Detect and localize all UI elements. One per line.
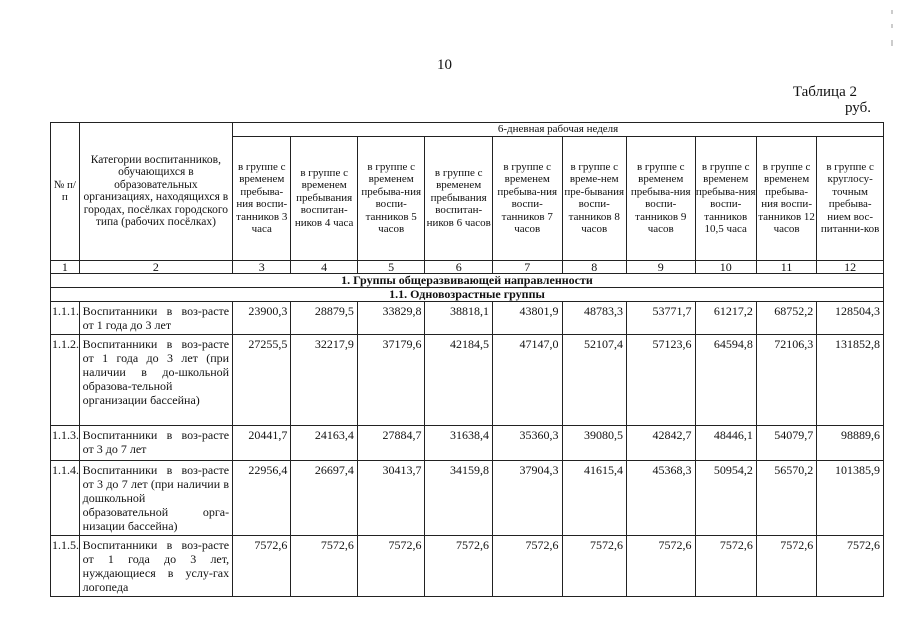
table-cell: 34159,8 (425, 460, 493, 535)
table-cell: 57123,6 (626, 334, 695, 425)
period-header: в группе с временем пребыва-ния воспи-танников 10,5 часа (695, 136, 756, 260)
table-cell: 52107,4 (562, 334, 626, 425)
table-cell: 7572,6 (562, 535, 626, 596)
page-number: 10 (437, 57, 452, 73)
table-cell: 33829,8 (357, 301, 425, 334)
column-number: 10 (695, 260, 756, 273)
row-category: Воспитанники в воз-расте от 1 года до 3 лет, нуждающиеся в услу-гах логопеда (79, 535, 232, 596)
table-row (51, 535, 884, 596)
table-cell: 98889,6 (817, 425, 884, 460)
column-number: 7 (492, 260, 562, 273)
table-cell: 68752,2 (756, 301, 816, 334)
row-category: Воспитанники в воз-расте от 1 года до 3 лет (при наличии в до-школьной образова-тельной организации бассейна) (79, 334, 232, 425)
row-category: Воспитанники в воз-расте от 1 года до 3 лет (79, 301, 232, 334)
table-cell: 37904,3 (492, 460, 562, 535)
table-row (51, 460, 884, 535)
table-cell: 128504,3 (817, 301, 884, 334)
table-cell: 28879,5 (291, 301, 358, 334)
scan-specks (887, 0, 897, 640)
table-cell: 26697,4 (291, 460, 358, 535)
column-number: 9 (626, 260, 695, 273)
period-header: в группе с временем пребыва-ния воспи-танников 3 часа (233, 136, 291, 260)
table-cell: 41615,4 (562, 460, 626, 535)
column-number: 8 (562, 260, 626, 273)
column-number: 1 (51, 260, 80, 273)
subsection-heading: 1.1. Одновозрастные группы (51, 287, 884, 301)
column-number-row (51, 260, 884, 273)
table-cell: 32217,9 (291, 334, 358, 425)
period-header: в группе с временем пребывания воспитан-ников 4 часа (291, 136, 358, 260)
table-cell: 7572,6 (695, 535, 756, 596)
table-cell: 30413,7 (357, 460, 425, 535)
tariff-table (50, 122, 884, 597)
table-cell: 131852,8 (817, 334, 884, 425)
table-cell: 45368,3 (626, 460, 695, 535)
column-number: 4 (291, 260, 358, 273)
table-cell: 7572,6 (425, 535, 493, 596)
section-heading: 1. Группы общеразвивающей направленности (51, 273, 884, 287)
table-cell: 27884,7 (357, 425, 425, 460)
table-cell: 7572,6 (626, 535, 695, 596)
period-header: в группе с круглосу-точным пребыва-нием вос-питанни-ков (817, 136, 884, 260)
table-cell: 23900,3 (233, 301, 291, 334)
row-code: 1.1.5. (51, 535, 80, 596)
table-cell: 22956,4 (233, 460, 291, 535)
table-cell: 7572,6 (492, 535, 562, 596)
column-number: 2 (79, 260, 232, 273)
column-number: 6 (425, 260, 493, 273)
table-cell: 54079,7 (756, 425, 816, 460)
row-code: 1.1.2. (51, 334, 80, 425)
table-cell: 101385,9 (817, 460, 884, 535)
row-category: Воспитанники в воз-расте от 3 до 7 лет (79, 425, 232, 460)
table-cell: 43801,9 (492, 301, 562, 334)
period-header: в группе с временем пребыва-ния воспи-танников 12 часов (756, 136, 816, 260)
unit-label: руб. (845, 100, 871, 116)
table-cell: 39080,5 (562, 425, 626, 460)
table-cell: 7572,6 (357, 535, 425, 596)
table-cell: 42184,5 (425, 334, 493, 425)
table-cell: 61217,2 (695, 301, 756, 334)
table-cell: 7572,6 (756, 535, 816, 596)
row-code: 1.1.4. (51, 460, 80, 535)
column-number: 12 (817, 260, 884, 273)
column-number: 3 (233, 260, 291, 273)
column-number: 5 (357, 260, 425, 273)
table-cell: 7572,6 (233, 535, 291, 596)
table-row (51, 425, 884, 460)
row-category: Воспитанники в воз-расте от 3 до 7 лет (при наличии в дошкольной образовательной орга-низации бассейна) (79, 460, 232, 535)
table-label: Таблица 2 (792, 84, 857, 100)
week-header: 6-дневная рабочая неделя (233, 123, 884, 137)
period-header: в группе с временем пребыва-ния воспи-танников 9 часов (626, 136, 695, 260)
table-row (51, 301, 884, 334)
table-cell: 27255,5 (233, 334, 291, 425)
col-category-header: Категории воспитанников, обучающихся в образовательных организациях, находящихся в городах, посёлках городского типа (рабочих посёлках) (79, 123, 232, 261)
table-cell: 31638,4 (425, 425, 493, 460)
table-cell: 35360,3 (492, 425, 562, 460)
table-row (51, 334, 884, 425)
period-header: в группе с временем пребывания воспитан-ников 6 часов (425, 136, 493, 260)
table-cell: 72106,3 (756, 334, 816, 425)
table-cell: 50954,2 (695, 460, 756, 535)
table-cell: 20441,7 (233, 425, 291, 460)
table-cell: 37179,6 (357, 334, 425, 425)
col-num-header: № п/п (51, 123, 80, 261)
table-cell: 42842,7 (626, 425, 695, 460)
period-header: в группе с време-нем пре-бывания воспи-танников 8 часов (562, 136, 626, 260)
table-cell: 64594,8 (695, 334, 756, 425)
table-cell: 48783,3 (562, 301, 626, 334)
row-code: 1.1.1. (51, 301, 80, 334)
period-header: в группе с временем пребыва-ния воспи-танников 7 часов (492, 136, 562, 260)
table-cell: 47147,0 (492, 334, 562, 425)
column-number: 11 (756, 260, 816, 273)
table-cell: 38818,1 (425, 301, 493, 334)
table-cell: 48446,1 (695, 425, 756, 460)
period-header: в группе с временем пребыва-ния воспи-танников 5 часов (357, 136, 425, 260)
table-cell: 56570,2 (756, 460, 816, 535)
table-cell: 7572,6 (291, 535, 358, 596)
table-cell: 7572,6 (817, 535, 884, 596)
row-code: 1.1.3. (51, 425, 80, 460)
table-cell: 24163,4 (291, 425, 358, 460)
table-cell: 53771,7 (626, 301, 695, 334)
